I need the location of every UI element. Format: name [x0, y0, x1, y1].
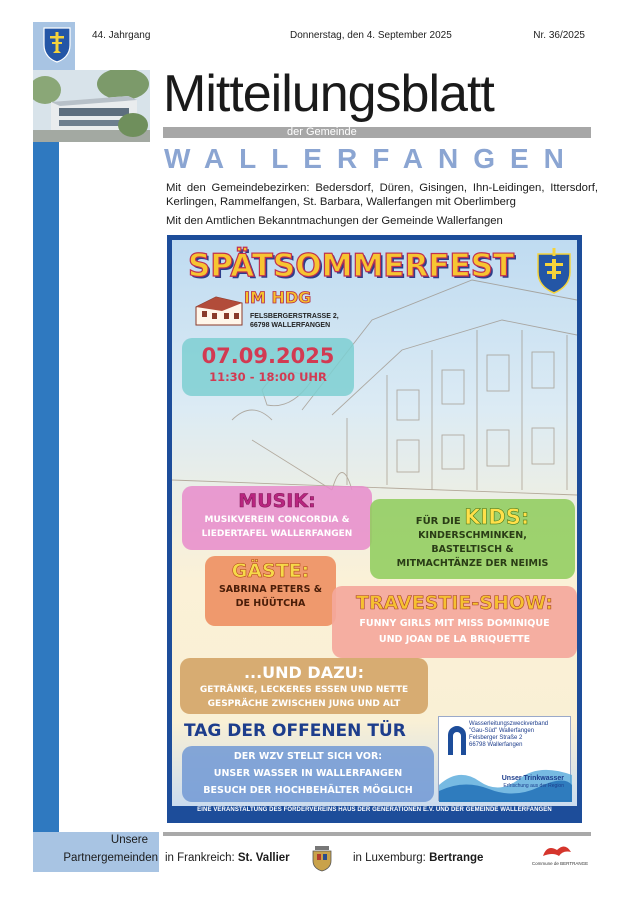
- bertrange-logo: [527, 840, 593, 868]
- poster-title: SPÄTSOMMERFEST: [188, 248, 515, 284]
- district-list: Mit den Gemeindebezirken: Bedersdorf, Düren, Gisingen, Ihn-Leidingen, Ittersdorf, Kerlingen, Rammelfangen, St. Barbara, Wallerfangen mit Oberlimberg: [166, 182, 598, 208]
- partner-luxembourg-label: in Luxemburg:: [353, 852, 426, 864]
- footer-rule: [163, 832, 591, 836]
- guests-title: GÄSTE:: [231, 560, 310, 582]
- poster-crest-icon: [537, 248, 571, 294]
- partner-france-label: in Frankreich:: [165, 852, 235, 864]
- date-box: [182, 338, 354, 396]
- guests-line1: SABRINA PETERS &: [218, 584, 323, 595]
- wzv-slogan: [502, 775, 564, 782]
- kids-line1: KINDERSCHMINKEN,: [418, 530, 527, 541]
- travestie-line1: FUNNY GIRLS MIT MISS DOMINIQUE: [359, 618, 550, 629]
- water-association-address: [469, 721, 569, 749]
- music-line2: LIEDERTAFEL WALLERFANGEN: [201, 529, 353, 539]
- hdg-house-icon: [194, 293, 244, 329]
- guests-line2: DE HÜÜTCHA: [235, 598, 306, 609]
- partner-label-1: Unsere: [110, 834, 148, 846]
- poster-address-line1: FELSBERGERSTRASSE 2,: [250, 313, 339, 320]
- partner-luxembourg: [353, 852, 483, 864]
- music-title: MUSIK:: [238, 490, 316, 512]
- poster-organizer-line: EINE VERANSTALTUNG DES FÖRDERVEREINS HAUS DER GENERATIONEN E.V. UND DER GEMEINDE WALLERFANGEN: [197, 807, 552, 813]
- open-day-title: TAG DER OFFENEN TÜR: [184, 721, 406, 741]
- kids-title: KIDS:: [464, 505, 530, 529]
- wzv-name2: "Gau-Süd" Wallerfangen: [469, 728, 535, 734]
- travestie-box: [332, 586, 577, 658]
- wzv-slogan2: Trinkwasser: [523, 775, 564, 782]
- poster-canvas: [172, 240, 577, 806]
- side-blue-bar: [33, 142, 59, 832]
- masthead-subtitle: der Gemeinde: [287, 126, 357, 138]
- partner-luxembourg-name: Bertrange: [429, 852, 484, 864]
- extras-line2: GESPRÄCHE ZWISCHEN JUNG UND ALT: [207, 699, 401, 709]
- masthead-rule: [163, 127, 591, 138]
- water-association-card: [438, 716, 571, 801]
- open-day-box: [182, 746, 434, 802]
- open-day-line2: UNSER WASSER IN WALLERFANGEN: [213, 768, 403, 779]
- music-box: [182, 486, 372, 550]
- event-time: 11:30 - 18:00 UHR: [209, 370, 327, 384]
- st-vallier-crest-icon: [312, 846, 332, 872]
- partner-france-name: St. Vallier: [237, 852, 290, 864]
- extras-line1: GETRÄNKE, LECKERES ESSEN UND NETTE: [199, 685, 409, 695]
- open-day-line3: BESUCH DER HOCHBEHÄLTER MÖGLICH: [203, 785, 413, 796]
- travestie-title: TRAVESTIE-SHOW:: [356, 592, 553, 614]
- masthead-title: Mitteilungsblatt: [163, 65, 494, 123]
- kids-prefix: FÜR DIE: [415, 516, 461, 527]
- extras-box: [180, 658, 428, 714]
- kids-box: [370, 499, 575, 579]
- partner-label-2: Partnergemeinden: [63, 852, 158, 864]
- event-poster: [167, 235, 582, 823]
- wzv-slogan1: Unser: [501, 775, 522, 782]
- official-notice-line: Mit den Amtlichen Bekanntmachungen der Gemeinde Wallerfangen: [166, 215, 503, 227]
- municipality-name: WALLERFANGEN: [164, 143, 579, 174]
- issue-date: Donnerstag, den 4. September 2025: [290, 30, 452, 41]
- event-date: 07.09.2025: [201, 344, 335, 368]
- poster-address: [250, 312, 339, 330]
- wzv-city: 66798 Wallerfangen: [469, 742, 523, 748]
- kids-line2: BASTELTISCH &: [431, 544, 514, 555]
- poster-location: IM HDG: [244, 288, 312, 307]
- kids-line3: MITMACHTÄNZE DER NEIMIS: [396, 558, 549, 569]
- extras-title: ...UND DAZU:: [243, 663, 365, 682]
- wzv-name1: Wasserleitungszweckverband: [469, 721, 549, 727]
- guests-box: [205, 556, 336, 626]
- bertrange-logo-text: Commune de BERTRANGE: [531, 861, 589, 866]
- open-day-line1: DER WZV STELLT SICH VOR:: [233, 751, 383, 762]
- kids-heading: [370, 505, 575, 529]
- water-association-logo-icon: [445, 723, 469, 757]
- travestie-line2: UND JOAN DE LA BRIQUETTE: [378, 634, 531, 645]
- issue-number: Nr. 36/2025: [533, 30, 585, 41]
- town-hall-photo: [33, 70, 150, 142]
- poster-address-line2: 66798 WALLERFANGEN: [250, 322, 331, 329]
- partner-france: [165, 852, 290, 864]
- wzv-street: Felsberger Straße 2: [469, 735, 523, 741]
- volume-label: 44. Jahrgang: [92, 30, 151, 41]
- music-line1: MUSIKVEREIN CONCORDIA &: [204, 515, 350, 525]
- municipal-crest-icon: [43, 27, 71, 63]
- wzv-slogan3: Erfrischung aus der Region: [503, 783, 564, 789]
